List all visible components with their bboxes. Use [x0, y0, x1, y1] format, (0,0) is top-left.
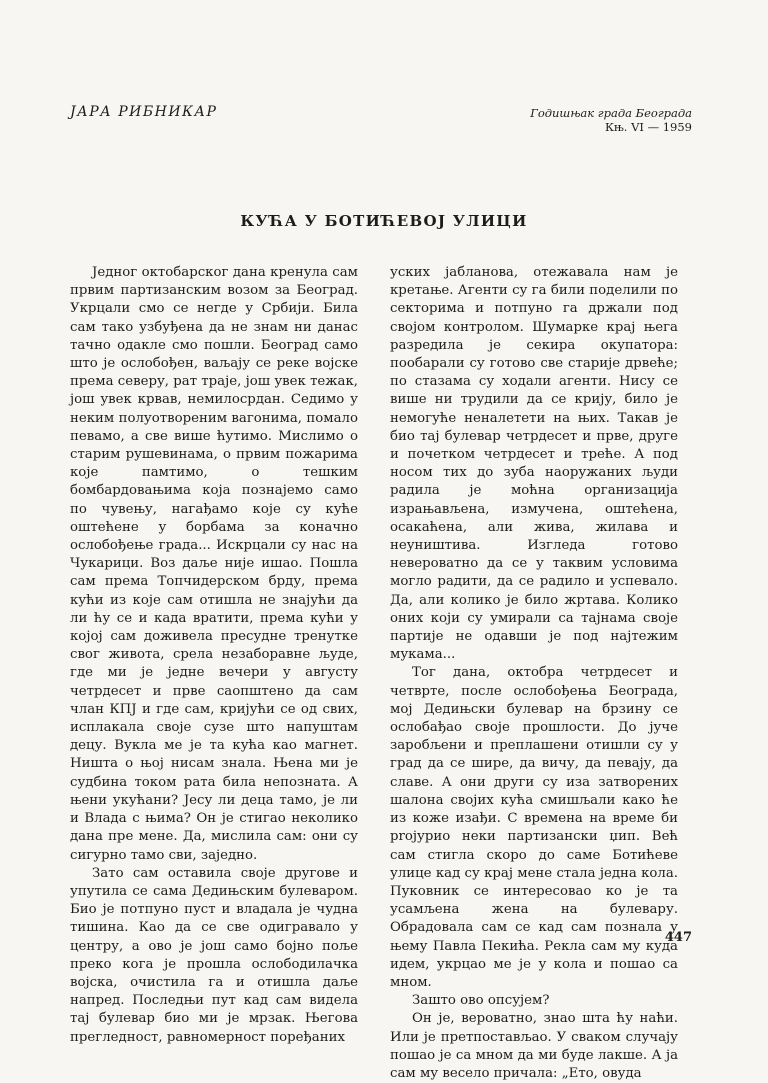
journal-volume: Књ. VI — 1959 [604, 120, 692, 134]
journal-title: Годишњак града Београда [530, 106, 692, 120]
paragraph: Тог дана, октобра четрдесет и четврте, после ослобођења Београда, мој Дедињски булевар на брзину се ослобађао своје прошлости. До јуче заробљени и преплашени отишли су у град да се шире, да вичу, да певају, да славе. А они други су иза затворених шалона својих кућа смишљали како ће из коже изађи. С времена на време би projурио неки партизански џип. Већ сам стигла скоро до саме Ботићеве улице кад су крај мене стала једна кола. Пуковник се интересовао ко је та усамљена жена на булевару. Обрадовала сам се кад сам познала у њему Павла Пекића. Рекла сам му куда идем, укрцао ме је у кола и пошао са мном. [390, 665, 678, 990]
article-title: КУЋА У БОТИЋЕВОЈ УЛИЦИ [240, 212, 528, 230]
left-column [70, 264, 358, 1047]
paragraph: Зато сам оставила своје другове и упутила се сама Дедињским булеваром. Био је потпуно пуст и владала је чудна тишина. Као да се све одигравало у центру, а ово је још само бојно поље преко кога је прошла ослободилачка војска, очистила га и отишла даље напред. Последњи пут кад сам видела тај булевар био ми је мрзак. Његова прегледност, равномерност поређаних [70, 865, 358, 1045]
right-column [390, 264, 678, 1083]
paragraph: уских јабланова, отежавала нам је кретање. Агенти су га били поделили по секторима и потпуно га држали под својом контролом. Шумарке крај њега разредила је секира окупатора: пообарали су готово све старије дрвеће; по стазама су ходали агенти. Нису се више ни трудили да се крију, било је немогуће неналетети на њих. Такав је био тај булевар четрдесет и прве, друге и почетком четрдесет и треће. А под носом тих до зуба наоружаних људи радила је моћна организација израњављена, измучена, оштећена, осакаћена, али жива, жилава и неуништива. Изгледа готово невероватно да се у таквим условима могло радити, да се радило и успевало. Да, али колико је било жртава. Колико оних који су умирали са тајнама своје партије не одавши је под најтежим мукама... [390, 265, 678, 663]
paragraph: Зашто ово опсујем? [412, 993, 550, 1009]
paragraph: Он је, вероватно, знао шта ћу наћи. Или је претпостављао. У сваком случају пошао је са мном да ми буде лакше. А ја сам му весело причала: „Ето, овуда [390, 1011, 678, 1081]
journal-info [530, 106, 692, 134]
page-number: 447 [664, 930, 692, 945]
author-name: ЈАРА РИБНИКАР [70, 104, 218, 120]
paragraph: Једног октобарског дана кренула сам првим партизанским возом за Београд. Укрцали смо се негде у Србији. Била сам тако узбуђена да не знам ни данас тачно одакле смо пошли. Београд само што је ослобођен, ваљају се реке војске према северу, рат траје, још увек тежак, још увек крвав, немилосрдан. Седимо у неким полуотвореним вагонима, помало певамо, а све више ћутимо. Мислимо о старим рушевинама, о првим пожарима које памтимо, о тешким бомбардовањима која познајемо само по чувењу, нагађамо које су куће оштећене у борбама за коначно ослобођење града... Искрцали су нас на Чукарици. Воз даље није ишао. Пошла сам према Топчидерском брду, према кући из које сам отишла не знајући да ли ћу се и када вратити, према кући у којој сам доживела пресудне тренутке свог живота, срела незаборавне људе, где ми је једне вечери у августу четрдесет и прве саопштено да сам члан КПЈ и где сам, кријући се од свих, исплакала своје сузе што напуштам децу. Вукла ме је та кућа као магнет. Ништа о њој нисам знала. Њена ми је судбина током рата била непозната. А њени укућани? Јесу ли деца тамо, је ли и Влада с њима? Он је стигао неколико дана пре мене. Да, мислила сам: они су сигурно тамо сви, заједно. [70, 265, 358, 863]
